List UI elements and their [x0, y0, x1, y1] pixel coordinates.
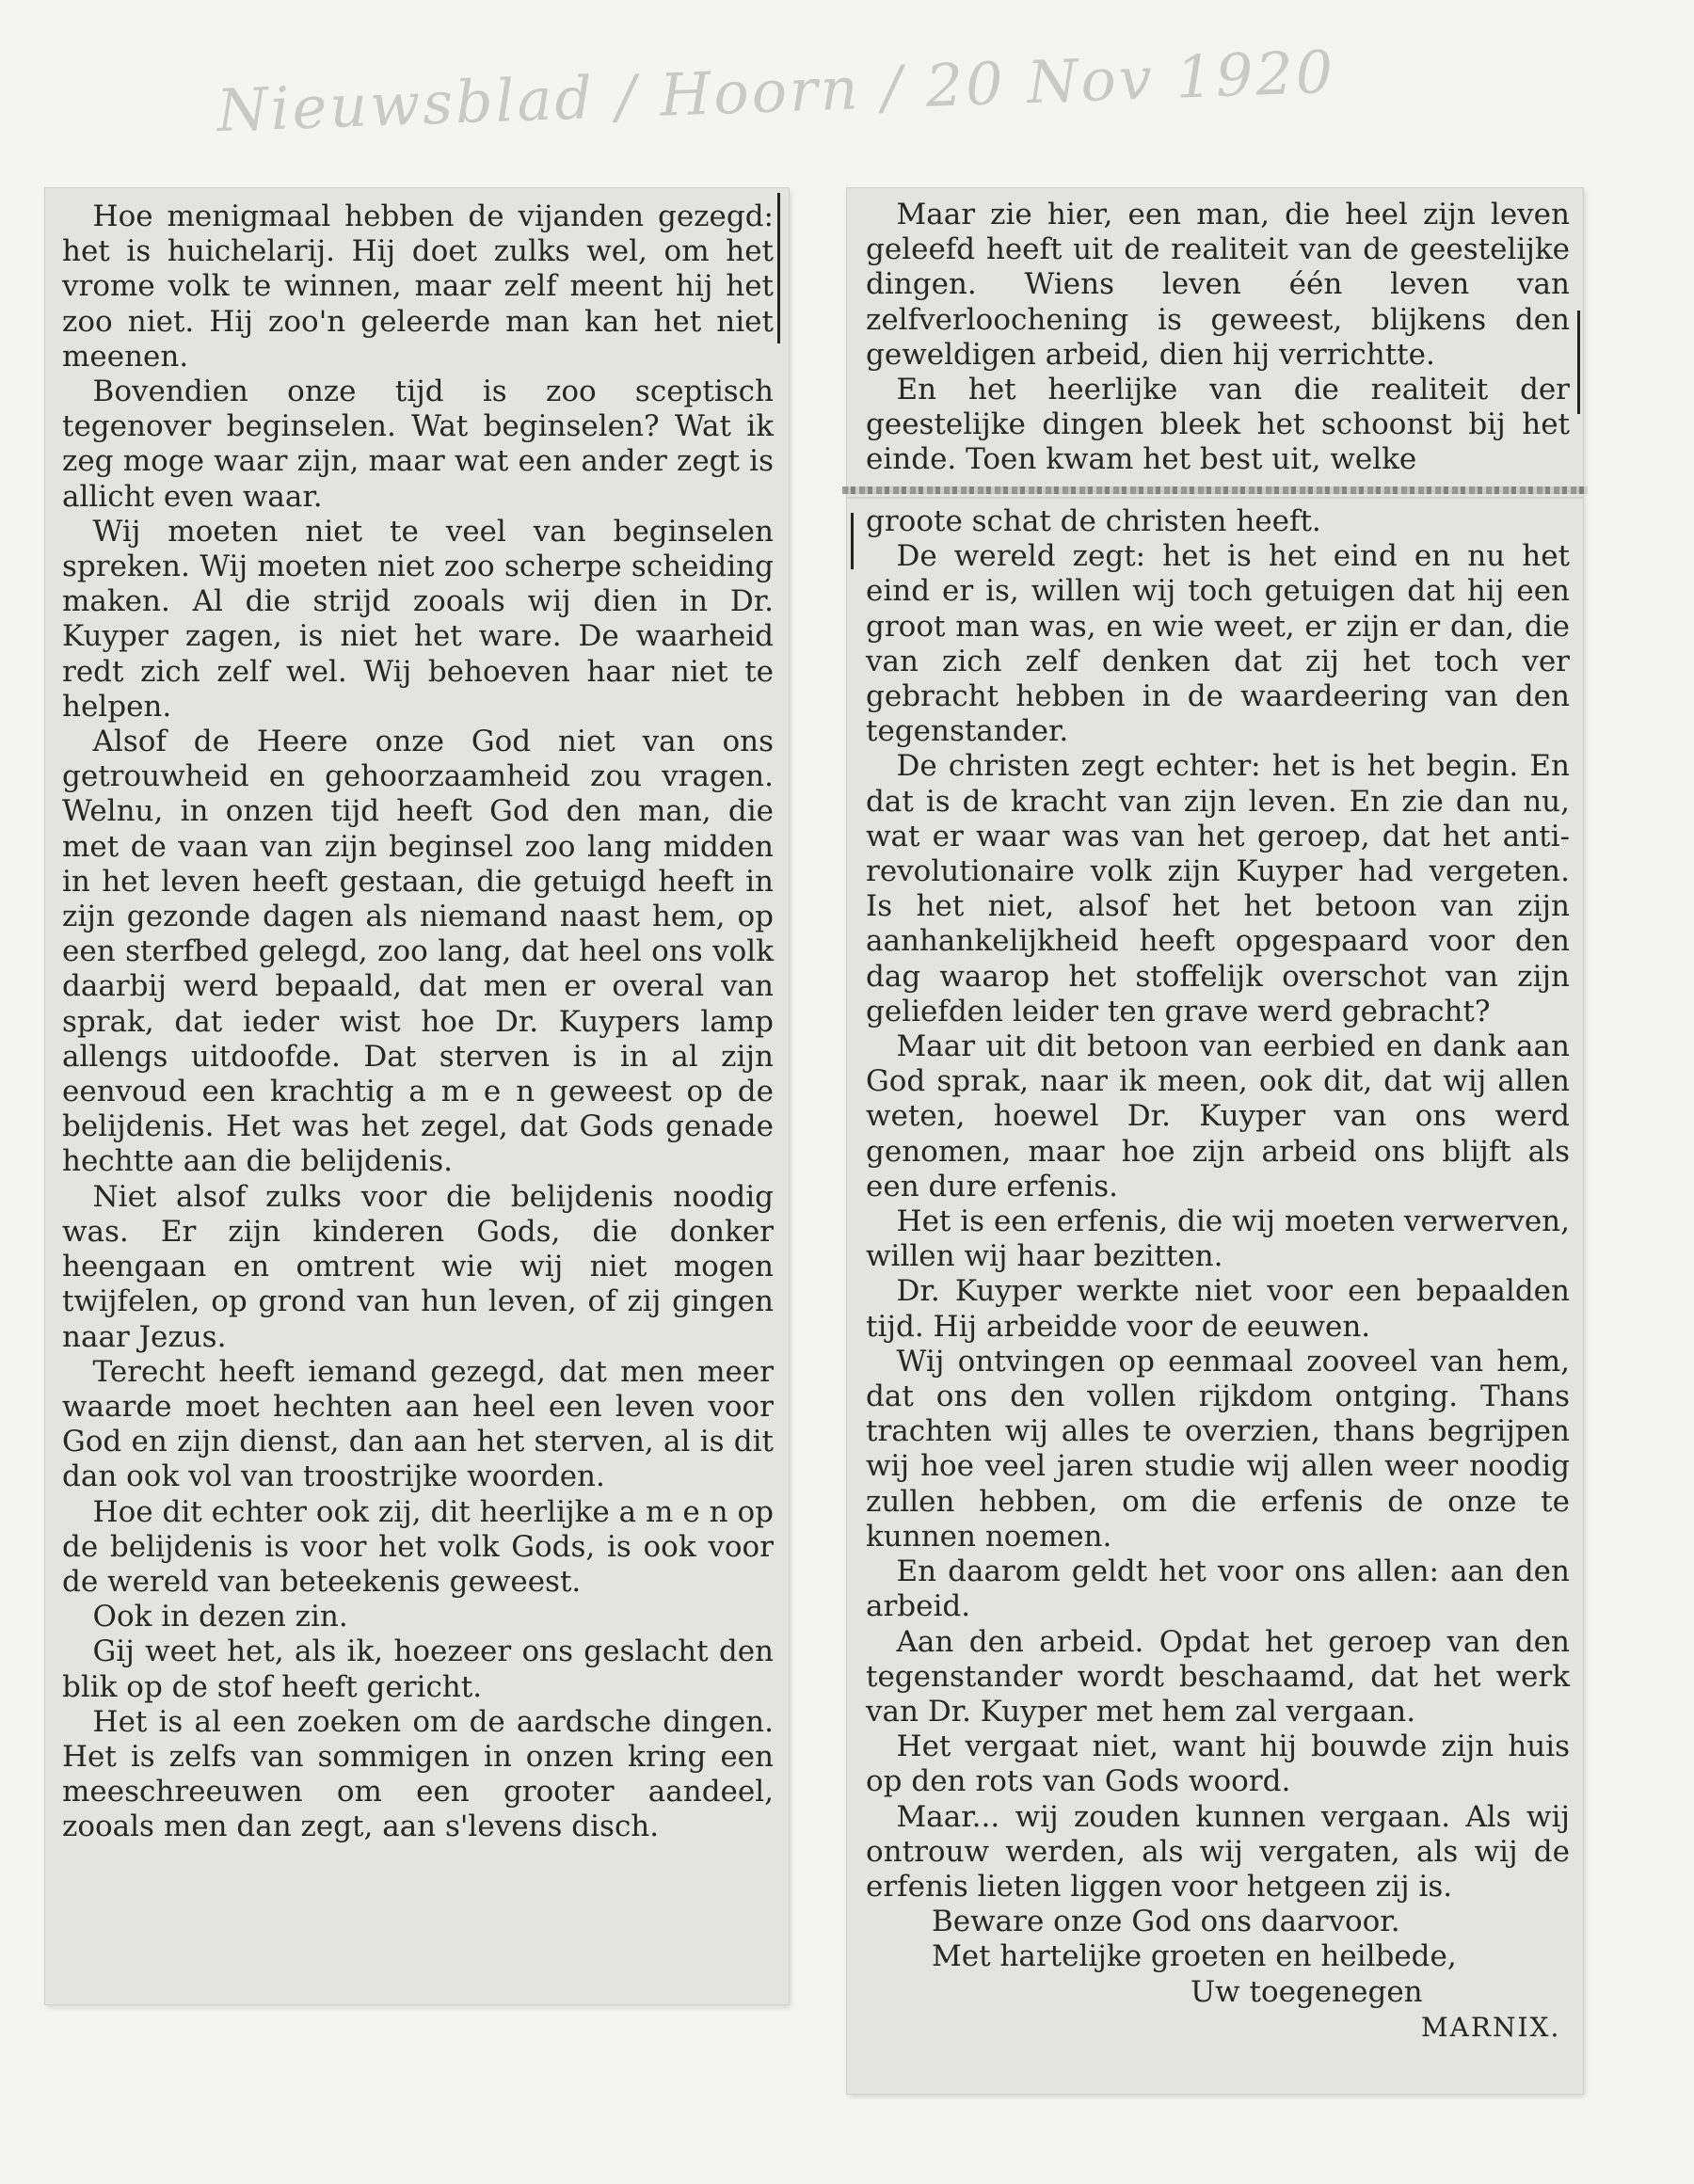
paragraph: Dr. Kuyper werkte niet voor een bepaalden tijd. Hij arbeidde voor de eeuwen. — [866, 1274, 1570, 1344]
paragraph: De wereld zegt: het is het eind en nu het eind er is, willen wij toch getuigen dat hij een groot man was, en wie weet, er zijn er dan, die van zich zelf denken dat zij het toch ver gebracht hebben in de waardeering van den tegenstander. — [866, 539, 1570, 749]
paragraph: Wij ontvingen op eenmaal zooveel van hem, dat ons den vollen rijkdom ontging. Thans trachten wij alles te overzien, thans begrijpen wij hoe veel jaren studie wij allen weer noodig zullen hebben, om die erfenis de onze te kunnen noemen. — [866, 1344, 1570, 1554]
closing-line: Uw toegenegen — [1191, 1974, 1423, 2009]
paragraph: Aan den arbeid. Opdat het geroep van den tegenstander wordt beschaamd, dat het werk van Dr. Kuyper met hem zal vergaan. — [866, 1624, 1570, 1729]
paragraph: Maar... wij zouden kunnen vergaan. Als wij ontrouw werden, als wij vergaten, als wij de erfenis lieten liggen voor hetgeen zij is. — [866, 1799, 1570, 1904]
right-top-clipping — [847, 188, 1583, 497]
paragraph: Gij weet het, als ik, hoezeer ons geslacht den blik op de stof heeft gericht. — [62, 1634, 774, 1704]
paragraph: Maar zie hier, een man, die heel zijn leven geleefd heeft uit de realiteit van de geestelijke dingen. Wiens leven één leven van zelfverloochening is geweest, blijkens den geweldigen arbeid, dien hij verrichtte. — [866, 198, 1570, 372]
closing — [866, 1905, 1570, 2045]
left-clipping — [45, 188, 789, 2004]
paragraph: Terecht heeft iemand gezegd, dat men meer waarde moet hechten aan heel een leven voor God en zijn dienst, dan aan het sterven, al is dit dan ook vol van troostrijke woorden. — [62, 1354, 774, 1494]
column-rule — [777, 193, 780, 343]
paragraph: En daarom geldt het voor ons allen: aan den arbeid. — [866, 1554, 1570, 1624]
paragraph: groote schat de christen heeft. — [866, 504, 1321, 538]
paragraph: Maar uit dit betoon van eerbied en dank aan God sprak, naar ik meen, ook dit, dat wij allen weten, hoewel Dr. Kuyper van ons werd genomen, maar hoe zijn arbeid ons blijft als een dure erfenis. — [866, 1029, 1570, 1204]
paragraph: Wij moeten niet te veel van beginselen spreken. Wij moeten niet zoo scherpe scheiding maken. Al die strijd zooals wij dien in Dr. Kuyper zagen, is niet het ware. De waarheid redt zich zelf wel. Wij behoeven haar niet te helpen. — [62, 514, 774, 724]
paragraph: Hoe menigmaal hebben de vijanden gezegd: het is huichelarij. Hij doet zulks wel, om het vrome volk te winnen, maar zelf meent hij het zoo niet. Hij zoo'n geleerde man kan het niet meenen. — [62, 199, 774, 374]
paragraph: Ook in dezen zin. — [92, 1600, 348, 1634]
paragraph: Bovendien onze tijd is zoo sceptisch tegenover beginselen. Wat beginselen? Wat ik zeg moge waar zijn, maar wat een ander zegt is allicht even waar. — [62, 375, 774, 514]
signature: MARNIX. — [1421, 2011, 1561, 2043]
paragraph: Het vergaat niet, want hij bouwde zijn huis op den rots van Gods woord. — [866, 1730, 1570, 1799]
closing-line: Met hartelijke groeten en heilbede, — [932, 1939, 1457, 1974]
closing-line: Beware onze God ons daarvoor. — [932, 1905, 1400, 1939]
paragraph: Niet alsof zulks voor die belijdenis noodig was. Er zijn kinderen Gods, die donker heengaan en omtrent wie wij niet mogen twijfelen, op grond van hun leven, of zij gingen naar Jezus. — [62, 1179, 774, 1354]
paragraph: Het is al een zoeken om de aardsche dingen. Het is zelfs van sommigen in onzen kring een meeschreeuwen om een grooter aandeel, zooals men dan zegt, aan s'levens disch. — [62, 1704, 774, 1844]
paragraph: En het heerlijke van die realiteit der geestelijke dingen bleek het schoonst bij het einde. Toen kwam het best uit, welke — [866, 373, 1570, 477]
paragraph: Het is een erfenis, die wij moeten verwerven, willen wij haar bezitten. — [866, 1204, 1570, 1274]
column-rule — [851, 513, 854, 569]
column-rule — [1577, 311, 1580, 414]
right-main-clipping — [847, 499, 1583, 2094]
paragraph: Alsof de Heere onze God niet van ons getrouwheid en gehoorzaamheid zou vragen. Welnu, in onzen tijd heeft God den man, die met de vaan van zijn beginsel zoo lang midden in het leven heeft gestaan, die getuigd heeft in zijn gezonde dagen als niemand naast hem, op een sterfbed gelegd, zoo lang, dat heel ons volk daarbij werd bepaald, dat men er overal van sprak, dat ieder wist hoe Dr. Kuypers lamp allengs uitdoofde. Dat sterven is in al zijn eenvoud een krachtig a m e n geweest op de belijdenis. Het was het zegel, dat Gods genade hechtte aan die belijdenis. — [62, 725, 774, 1179]
torn-edge — [842, 486, 1588, 494]
paragraph: Hoe dit echter ook zij, dit heerlijke a m e n op de belijdenis is voor het volk Gods, is ook voor de wereld van beteekenis geweest. — [62, 1494, 774, 1599]
paragraph: De christen zegt echter: het is het begin. En dat is de kracht van zijn leven. En zie dan nu, wat er waar was van het geroep, dat het anti-revolutionaire volk zijn Kuyper had vergeten. Is het niet, alsof het het betoon van zijn aanhankelijkheid heeft opgespaard voor den dag waarop het stoffelijk overschot van zijn geliefden leider ten grave werd gebracht? — [866, 749, 1570, 1028]
handwritten-annotation: Nieuwsblad / Hoorn / 20 Nov 1920 — [216, 37, 1337, 146]
